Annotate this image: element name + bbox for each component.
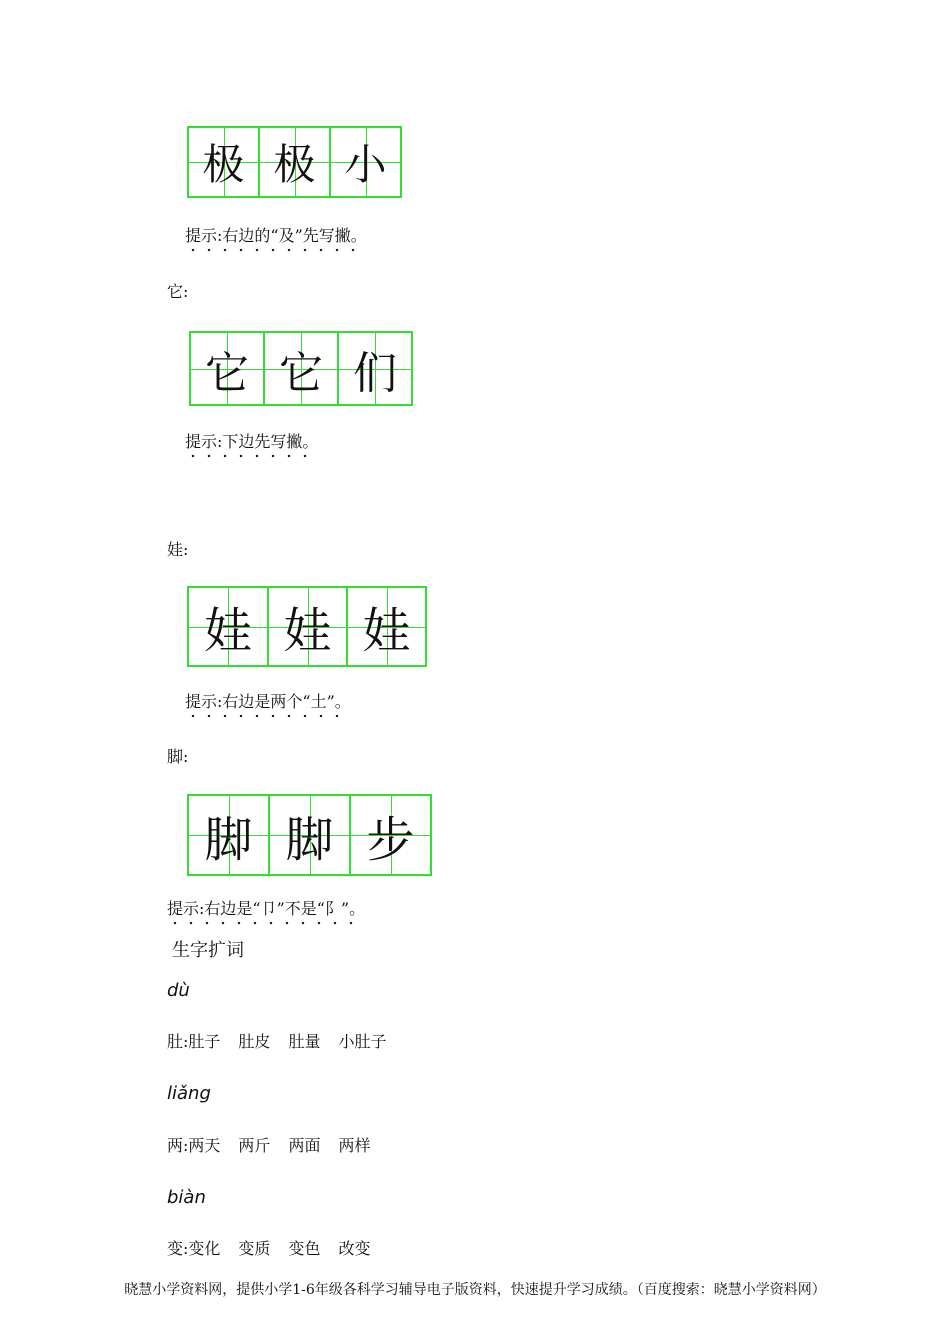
vocab-word: 肚量 [288,1032,321,1051]
grid-cell: 脚 [187,794,270,876]
vocab-word: 两样 [338,1136,371,1155]
vocab-word: 变质 [238,1239,271,1258]
character-grid-2 [189,331,413,406]
vocab-word: 变色 [288,1239,321,1258]
grid-cell: 们 [339,331,413,406]
vocab-line [167,1239,388,1259]
vocab-word: 肚子 [188,1032,221,1051]
hint-text: 提示:右边是“卩”不是“阝”。 [167,899,365,925]
grid-cell: 极 [260,126,331,198]
section-label: 它: [167,282,189,301]
hint-text: 提示:右边是两个“土”。 [185,692,351,718]
vocab-line [167,1136,388,1156]
character-grid-1 [187,126,402,198]
grid-cell: 小 [331,126,402,198]
page-footer: 晓慧小学资料网，提供小学1-6年级各科学习辅导电子版资料，快速提升学习成绩。（百度搜索：晓慧小学资料网） [124,1282,826,1298]
vocab-word: 小肚子 [338,1032,387,1051]
vocab-char: 变: [167,1239,189,1258]
vocab-line [167,1032,404,1052]
grid-cell: 娃 [269,586,348,667]
pinyin: liǎng [167,1083,211,1104]
vocab-word: 两面 [288,1136,321,1155]
vocab-word: 变化 [188,1239,221,1258]
vocab-heading: 生字扩词 [172,940,244,961]
grid-cell: 娃 [187,586,269,667]
character-grid-4 [187,794,432,876]
grid-cell: 它 [265,331,339,406]
hint-text: 提示:右边的“及”先写撇。 [185,226,367,252]
grid-cell: 它 [189,331,265,406]
vocab-word: 两天 [188,1136,221,1155]
hint-text: 提示:下边先写撇。 [185,432,318,458]
grid-cell: 极 [187,126,260,198]
vocab-char: 两: [167,1136,189,1155]
section-label: 娃: [167,540,189,559]
section-label: 脚: [167,747,189,766]
character-grid-3 [187,586,427,667]
pinyin: biàn [167,1187,206,1208]
vocab-word: 改变 [338,1239,371,1258]
vocab-word: 肚皮 [238,1032,271,1051]
grid-cell: 娃 [348,586,427,667]
grid-cell: 步 [351,794,432,876]
vocab-word: 两斤 [238,1136,271,1155]
pinyin: dù [167,980,190,1001]
vocab-char: 肚: [167,1032,189,1051]
grid-cell: 脚 [270,794,351,876]
